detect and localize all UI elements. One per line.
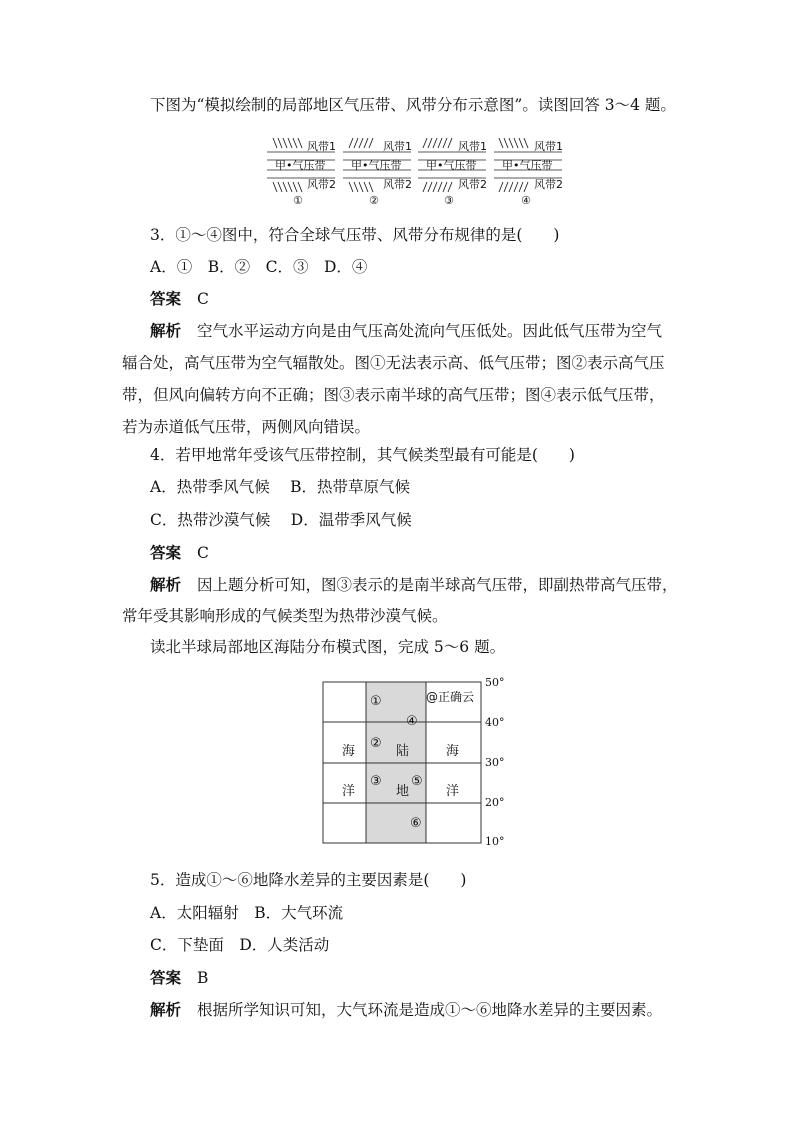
q3-answer [150, 288, 209, 310]
panel4-wind1: 风带1 [534, 140, 563, 153]
lat-20: 20° [485, 796, 505, 809]
q5-analysis [150, 999, 662, 1021]
lat-10: 10° [485, 835, 505, 848]
q5-options-1: A．太阳辐射 B．大气环流 [150, 904, 344, 922]
wind-belt-figure [265, 132, 565, 212]
panel1-wind2: 风带2 [307, 178, 336, 191]
panel2-wind2: 风带2 [383, 178, 412, 191]
q5-stem: 5．造成①～⑥地降水差异的主要因素是( ) [150, 871, 467, 889]
intro-text-1: 下图为“模拟绘制的局部地区气压带、风带分布示意图”。读图回答 3～4 题。 [150, 96, 676, 114]
q4-options-1: A．热带季风气候 B．热带草原气候 [150, 478, 411, 496]
q3-stem: 3．①～④图中，符合全球气压带、风带分布规律的是( ) [150, 226, 560, 244]
q4-answer [150, 542, 209, 564]
panel3-pressure: 甲•气压带 [426, 159, 477, 172]
lat-30: 30° [485, 756, 505, 769]
panel1-number: ① [293, 194, 303, 207]
panel4-wind2: 风带2 [534, 178, 563, 191]
point-5: ⑤ [411, 774, 423, 789]
intro-text-2: 读北半球局部地区海陆分布模式图，完成 5～6 题。 [150, 638, 506, 656]
point-4: ④ [406, 714, 418, 729]
q5-options-2: C．下垫面 D．人类活动 [150, 936, 330, 954]
q4-analysis-1 [150, 574, 678, 596]
panel1-pressure: 甲•气压带 [275, 159, 326, 172]
point-2: ② [370, 736, 382, 751]
q3-analysis-2: 辐合处，高气压带为空气辐散处。图①无法表示高、低气压带；图②表示高气压 [122, 354, 665, 372]
q3-options: A．① B．② C．③ D．④ [150, 258, 368, 276]
panel3-wind1: 风带1 [458, 140, 487, 153]
watermark: @正确云 [426, 690, 475, 704]
q4-options-2: C．热带沙漠气候 D．温带季风气候 [150, 511, 412, 529]
answer-value: C [197, 290, 209, 308]
point-3: ③ [370, 774, 382, 789]
q4-stem: 4．若甲地常年受该气压带控制，其气候类型最有可能是( ) [150, 446, 575, 464]
point-1: ① [370, 694, 382, 709]
answer-label: 答案 [150, 289, 182, 308]
q5-answer [150, 967, 208, 989]
panel4-pressure: 甲•气压带 [502, 159, 553, 172]
answer-value: C [197, 544, 209, 562]
lat-40: 40° [485, 716, 505, 729]
point-6: ⑥ [410, 816, 422, 831]
panel2-pressure: 甲•气压带 [351, 159, 402, 172]
panel1-wind1: 风带1 [307, 140, 336, 153]
analysis-text: 因上题分析可知，图③表示的是南半球高气压带，即副热带高气压带， [197, 576, 678, 594]
panel3-number: ③ [444, 194, 454, 207]
q3-analysis-4: 若为赤道低气压带，两侧风向错误。 [122, 418, 371, 436]
panel3-wind2: 风带2 [458, 178, 487, 191]
answer-value: B [197, 969, 209, 987]
sea-left-1: 海 [342, 744, 356, 759]
sea-left-2: 洋 [342, 784, 356, 799]
answer-label: 答案 [150, 968, 182, 987]
answer-label: 答案 [150, 543, 182, 562]
panel2-number: ② [369, 194, 379, 207]
land-1: 陆 [396, 744, 410, 759]
sea-land-map [322, 676, 512, 850]
panel4-number: ④ [521, 194, 531, 207]
analysis-text: 空气水平运动方向是由气压高处流向气压低处。因此低气压带为空气 [197, 322, 663, 340]
sea-right-2: 洋 [446, 784, 460, 799]
sea-right-1: 海 [446, 744, 460, 759]
land-2: 地 [396, 784, 410, 799]
panel2-wind1: 风带1 [383, 140, 412, 153]
lat-50: 50° [485, 676, 505, 689]
analysis-text: 根据所学知识可知，大气环流是造成①～⑥地降水差异的主要因素。 [197, 1001, 663, 1019]
q3-analysis-3: 带，但风向偏转方向不正确；图③表示南半球的高气压带；图④表示低气压带， [122, 386, 665, 404]
analysis-label: 解析 [150, 321, 182, 340]
analysis-label: 解析 [150, 1000, 182, 1019]
analysis-label: 解析 [150, 575, 182, 594]
q3-analysis-1 [150, 320, 662, 342]
q4-analysis-2: 常年受其影响形成的气候类型为热带沙漠气候。 [122, 607, 448, 625]
